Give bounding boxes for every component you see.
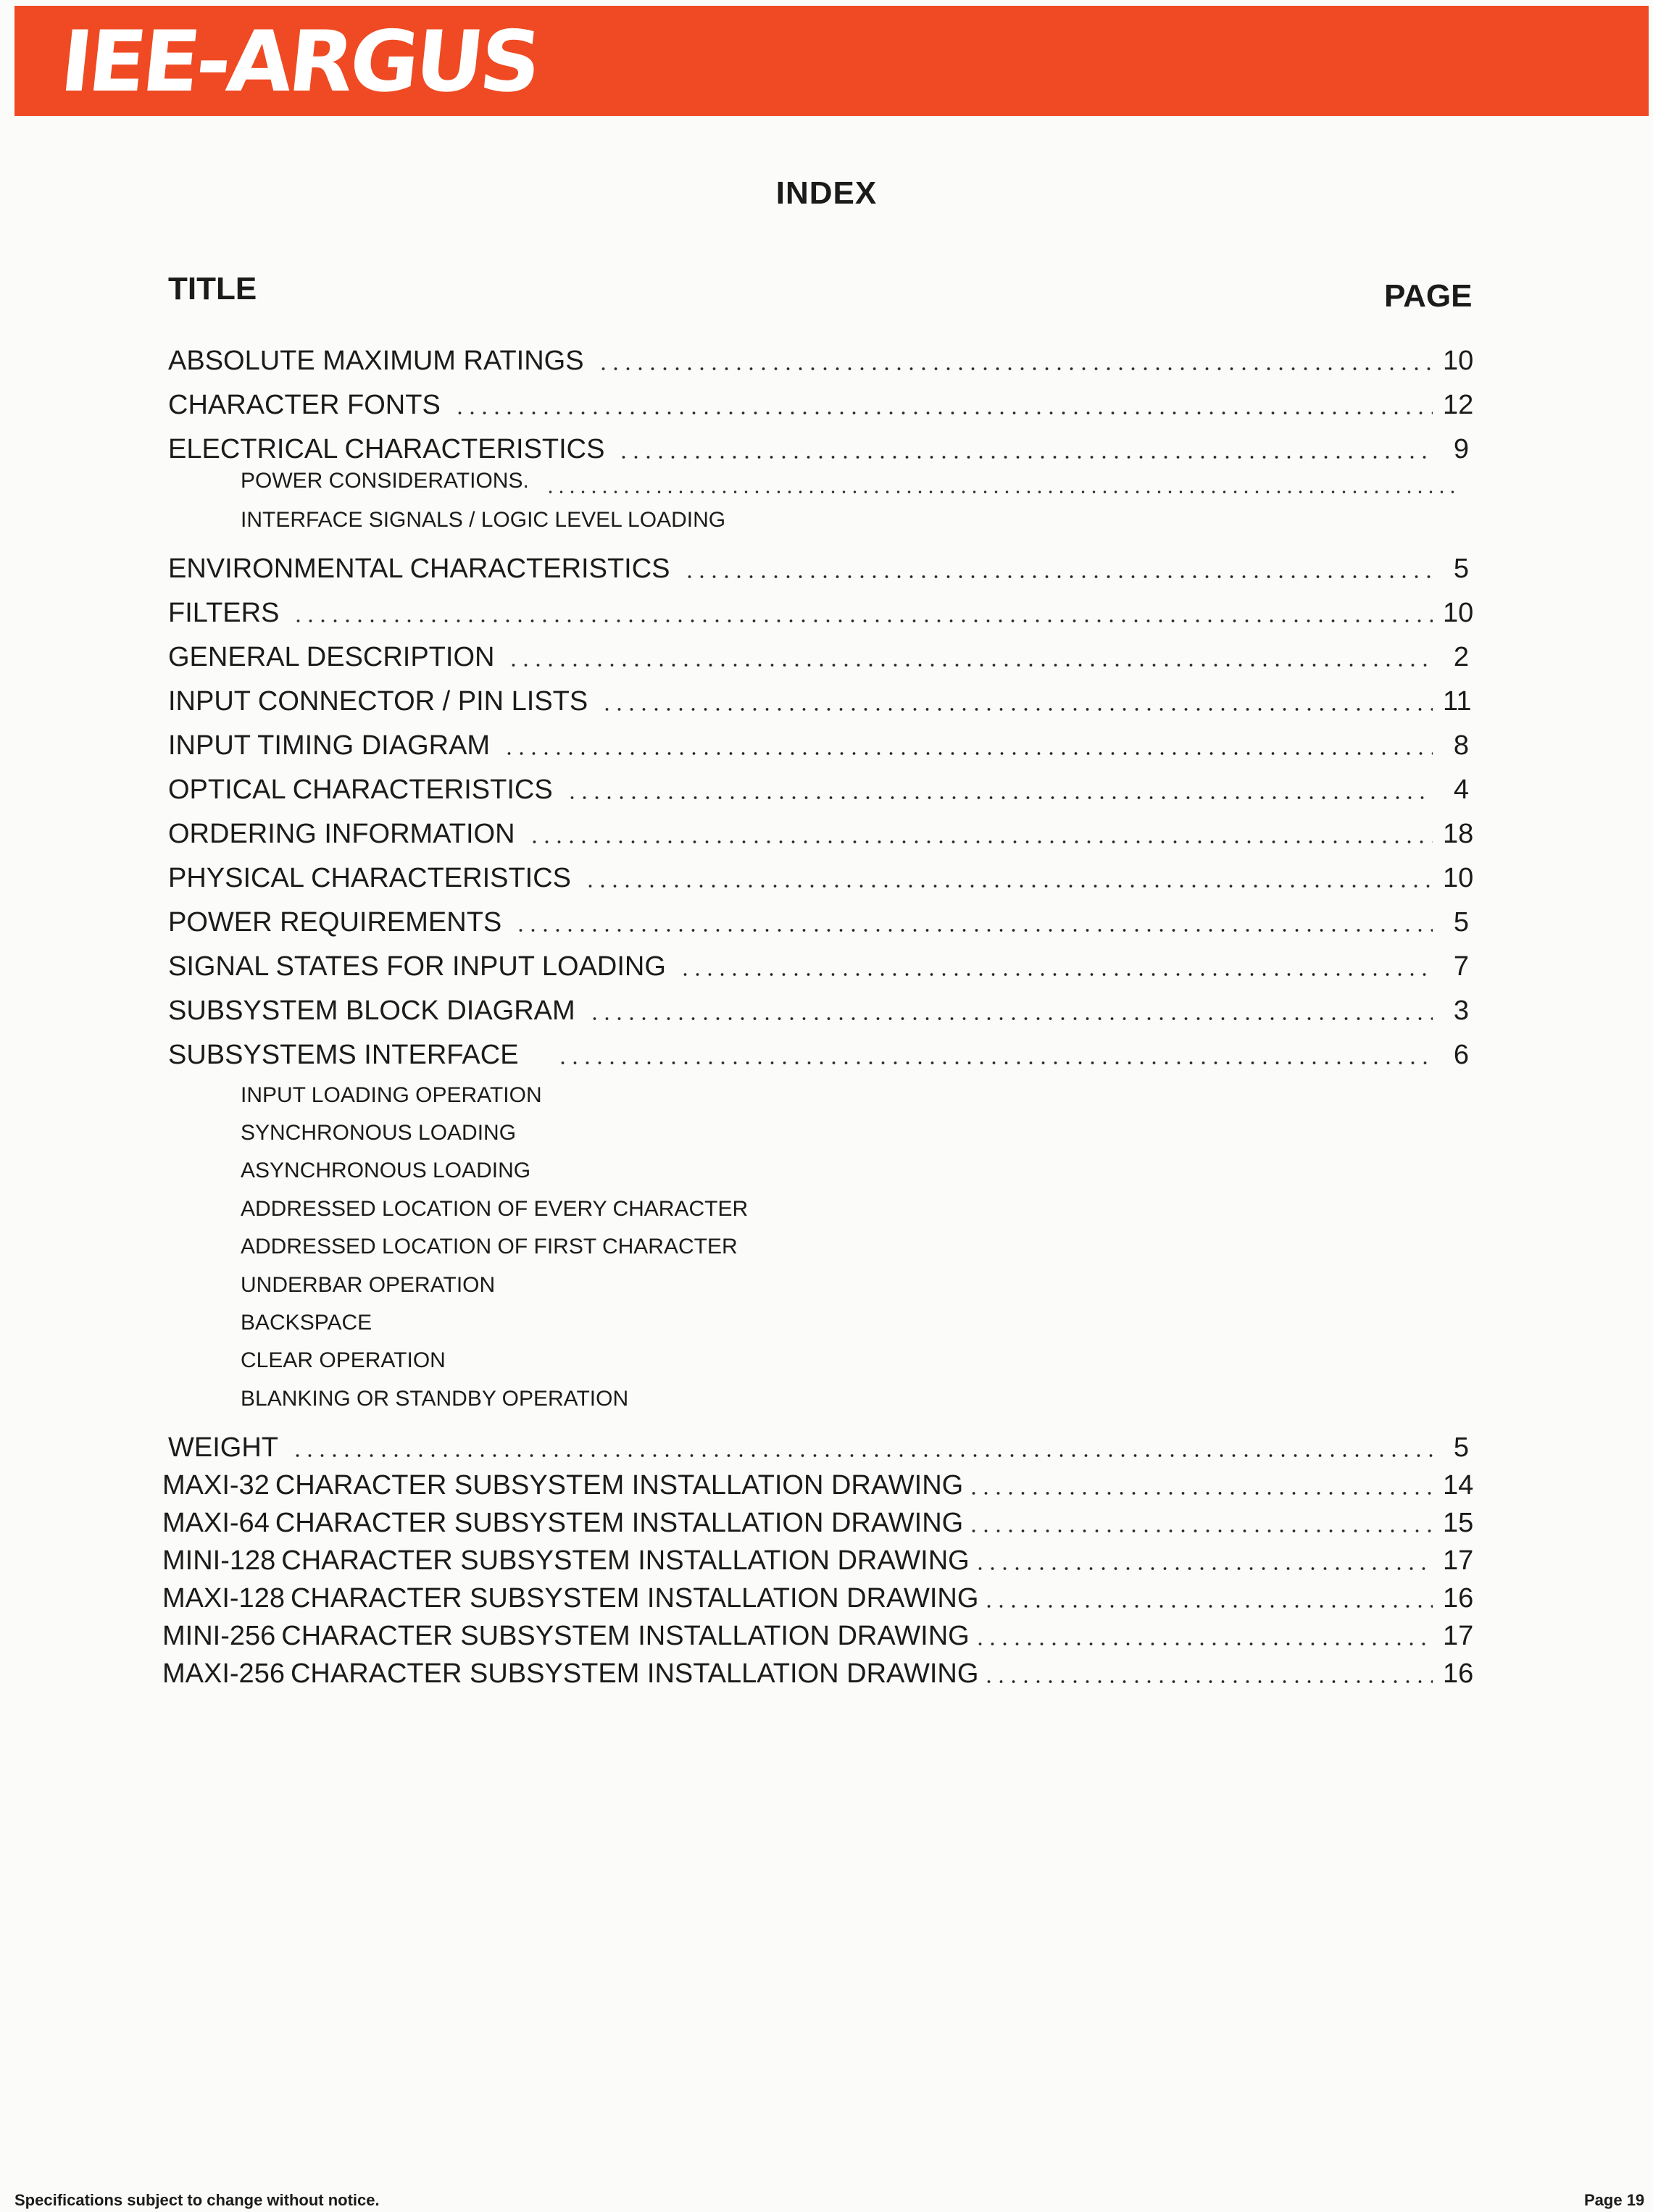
leader-dots [584, 862, 1433, 894]
drawing-title: CHARACTER SUBSYSTEM INSTALLATION DRAWING [290, 1658, 979, 1689]
entry-title: SUBSYSTEM BLOCK DIAGRAM [168, 996, 575, 1026]
leader-dots [588, 995, 1433, 1027]
drawing-page: 14 [1443, 1470, 1474, 1501]
leader-dots [597, 345, 1433, 377]
leader-dots [545, 481, 1458, 496]
drawing-entry [162, 1500, 1474, 1539]
index-subentry: BACKSPACE [241, 1311, 372, 1335]
index-subentry: UNDERBAR OPERATION [241, 1273, 496, 1297]
leader-dots [566, 774, 1433, 806]
index-subentry: INPUT LOADING OPERATION [241, 1083, 542, 1107]
entry-page: 8 [1453, 730, 1469, 761]
drawing-entry [162, 1575, 1474, 1614]
drawing-entry [162, 1613, 1474, 1652]
drawing-entry [162, 1650, 1474, 1690]
entry-title: POWER REQUIREMENTS [168, 907, 502, 938]
leader-dots [679, 951, 1433, 982]
leader-dots [528, 818, 1433, 850]
drawing-title: CHARACTER SUBSYSTEM INSTALLATION DRAWING [290, 1583, 979, 1614]
page-title: INDEX [775, 175, 878, 211]
leader-dots [974, 1545, 1433, 1577]
drawing-model: MAXI-64 [162, 1508, 270, 1538]
drawing-model: MAXI-256 [162, 1658, 285, 1689]
drawing-model: MINI-128 [162, 1545, 276, 1576]
leader-dots [967, 1507, 1433, 1539]
entry-page: 5 [1453, 1432, 1469, 1463]
index-entry [168, 855, 1474, 894]
index-entry [168, 811, 1474, 850]
entry-title: OPTICAL CHARACTERISTICS [168, 775, 553, 805]
leader-dots [983, 1658, 1433, 1690]
index-subentry: POWER CONSIDERATIONS. [241, 469, 529, 493]
entry-title: WEIGHT [168, 1432, 278, 1463]
entry-page: 4 [1453, 775, 1469, 805]
drawing-entry [162, 1462, 1474, 1501]
entry-title: SUBSYSTEMS INTERFACE [168, 1040, 519, 1070]
index-entry [168, 678, 1472, 717]
index-entry [168, 988, 1469, 1027]
entry-title: INPUT CONNECTOR / PIN LISTS [168, 686, 588, 717]
drawing-page: 15 [1443, 1508, 1474, 1538]
drawing-page: 16 [1443, 1658, 1474, 1689]
leader-dots [683, 553, 1433, 585]
index-subentry: ASYNCHRONOUS LOADING [241, 1159, 531, 1182]
entry-title: FILTERS [168, 598, 280, 628]
drawing-title: CHARACTER SUBSYSTEM INSTALLATION DRAWING [281, 1545, 970, 1576]
leader-dots [515, 906, 1433, 938]
leader-dots [601, 685, 1433, 717]
index-entry [168, 943, 1469, 982]
footer-disclaimer: Specifications subject to change without notice. [14, 2191, 380, 2209]
entry-page: 2 [1453, 642, 1469, 672]
index-entry [168, 899, 1469, 938]
entry-page: 11 [1443, 686, 1472, 717]
entry-page: 10 [1443, 598, 1474, 628]
entry-page: 18 [1443, 819, 1474, 849]
drawing-model: MINI-256 [162, 1621, 276, 1651]
entry-title: CHARACTER FONTS [168, 390, 441, 420]
drawing-title: CHARACTER SUBSYSTEM INSTALLATION DRAWING [275, 1470, 964, 1501]
entry-title: ELECTRICAL CHARACTERISTICS [168, 434, 605, 464]
index-entry [168, 634, 1469, 673]
leader-dots [292, 597, 1433, 629]
entry-page: 6 [1453, 1040, 1469, 1070]
entry-title: ABSOLUTE MAXIMUM RATINGS [168, 346, 584, 376]
leader-dots [507, 641, 1433, 673]
index-entry [168, 546, 1469, 585]
entry-title: INPUT TIMING DIAGRAM [168, 730, 491, 761]
index-entry [168, 426, 1469, 465]
index-entry [168, 722, 1469, 761]
index-entry [168, 767, 1469, 806]
drawing-model: MAXI-128 [162, 1583, 285, 1614]
entry-page: 5 [1453, 554, 1469, 584]
index-subentry: BLANKING OR STANDBY OPERATION [241, 1387, 629, 1411]
entry-title: SIGNAL STATES FOR INPUT LOADING [168, 951, 666, 982]
brand-logo: IEE-ARGUS [56, 13, 543, 111]
drawing-page: 17 [1443, 1621, 1474, 1651]
footer-page-number: Page 19 [1584, 2191, 1645, 2209]
index-subentry: SYNCHRONOUS LOADING [241, 1121, 517, 1145]
leader-dots [617, 433, 1433, 465]
leader-dots [557, 1039, 1433, 1071]
index-subentry: ADDRESSED LOCATION OF FIRST CHARACTER [241, 1235, 738, 1259]
entry-page: 5 [1453, 907, 1469, 938]
index-subentry: INTERFACE SIGNALS / LOGIC LEVEL LOADING [241, 508, 726, 532]
entry-page: 3 [1453, 996, 1469, 1026]
leader-dots [503, 730, 1433, 761]
index-entry [168, 1032, 1469, 1071]
column-header-page: PAGE [1384, 278, 1473, 314]
entry-title: GENERAL DESCRIPTION [168, 642, 495, 672]
drawing-entry [162, 1537, 1474, 1577]
index-entry [168, 590, 1474, 629]
drawing-model: MAXI-32 [162, 1470, 270, 1501]
entry-page: 12 [1443, 390, 1474, 420]
leader-dots [454, 389, 1433, 421]
drawing-page: 16 [1443, 1583, 1474, 1614]
entry-page: 10 [1443, 863, 1474, 893]
leader-dots [983, 1582, 1433, 1614]
index-entry [168, 338, 1474, 377]
index-subentry: CLEAR OPERATION [241, 1348, 446, 1372]
index-entry [168, 1424, 1469, 1464]
drawing-page: 17 [1443, 1545, 1474, 1576]
leader-dots [291, 1432, 1433, 1464]
entry-title: ORDERING INFORMATION [168, 819, 515, 849]
entry-page: 10 [1443, 346, 1474, 376]
leader-dots [967, 1469, 1433, 1501]
index-subentry: ADDRESSED LOCATION OF EVERY CHARACTER [241, 1197, 749, 1221]
entry-page: 7 [1453, 951, 1469, 982]
column-header-title: TITLE [168, 271, 257, 306]
entry-title: PHYSICAL CHARACTERISTICS [168, 863, 572, 893]
index-entry [168, 382, 1474, 421]
drawing-title: CHARACTER SUBSYSTEM INSTALLATION DRAWING [275, 1508, 964, 1538]
entry-page: 9 [1453, 434, 1469, 464]
leader-dots [974, 1620, 1433, 1652]
entry-title: ENVIRONMENTAL CHARACTERISTICS [168, 554, 670, 584]
drawing-title: CHARACTER SUBSYSTEM INSTALLATION DRAWING [281, 1621, 970, 1651]
